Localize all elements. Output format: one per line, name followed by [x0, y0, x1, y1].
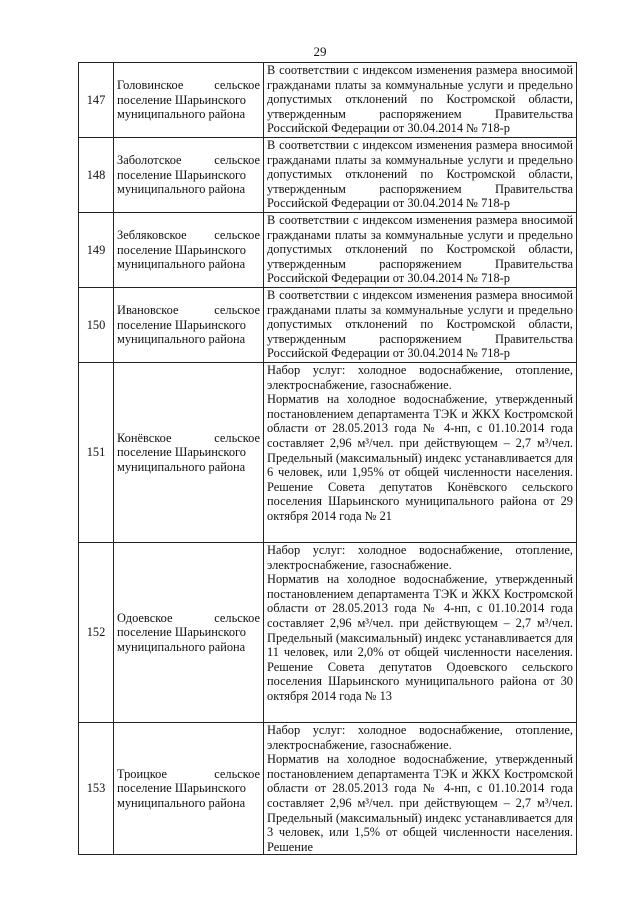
settlement-name-rest: поселение Шарьинского муниципального района: [117, 317, 246, 347]
settlement-name-part: сельское: [214, 610, 260, 625]
description-text: В соответствии с индексом изменения размера вносимой гражданами платы за коммунальные услуги и предельно допустимых отклонений по Костромской области, утвержденным распоряжением Правительства Российской Федерации от 30.04.2014 № 718-р: [267, 288, 573, 361]
description-cell: [264, 213, 577, 288]
settlement-name: [114, 138, 264, 213]
description-text: В соответствии с индексом изменения размера вносимой гражданами платы за коммунальные услуги и предельно допустимых отклонений по Костромской области, утвержденным распоряжением Правительства Российской Федерации от 30.04.2014 № 718-р: [267, 63, 573, 136]
page-number: 29: [313, 44, 327, 59]
settlement-name-part: сельское: [214, 153, 260, 168]
settlement-name-rest: поселение Шарьинского муниципального района: [117, 167, 246, 197]
settlement-name-part: сельское: [214, 766, 260, 781]
settlement-name-part: сельское: [214, 78, 260, 93]
settlements-table: [78, 62, 577, 855]
settlement-name: [114, 213, 264, 288]
description-cell: [264, 723, 577, 855]
row-number: 150: [79, 288, 114, 363]
settlement-name-part: сельское: [214, 430, 260, 445]
table-row: [79, 138, 577, 213]
description-text: В соответствии с индексом изменения размера вносимой гражданами платы за коммунальные услуги и предельно допустимых отклонений по Костромской области, утвержденным распоряжением Правительства Российской Федерации от 30.04.2014 № 718-р: [267, 213, 573, 286]
description-cell: [264, 543, 577, 723]
settlement-name: [114, 288, 264, 363]
settlement-name-part: сельское: [214, 228, 260, 243]
row-number: 153: [79, 723, 114, 855]
table-row: [79, 723, 577, 855]
description-text: Набор услуг: холодное водоснабжение, отопление, электроснабжение, газоснабжение. Норматив на холодное водоснабжение, утвержденный постановлением департамента ТЭК и ЖКХ Костромской области от 28.05.2013 года № 4-нп, с 01.10.2014 года составляет 2,96 м³/чел. при действующем – 2,7 м³/чел. Предельный (максимальный) индекс устанавливается для 11 человек, или 2,0% от общей численности населения. Решение Совета депутатов Одоевского сельского поселения Шарьинского муниципального района от 30 октября 2014 года № 13: [267, 543, 573, 703]
settlement-name: [114, 363, 264, 543]
settlement-name-part: Троицкое: [117, 766, 167, 781]
table-row: [79, 363, 577, 543]
settlement-name-part: Конёвское: [117, 430, 172, 445]
description-cell: [264, 363, 577, 543]
table-row: [79, 543, 577, 723]
description-cell: [264, 63, 577, 138]
settlement-name: [114, 543, 264, 723]
settlement-name-part: Заболотское: [117, 153, 182, 168]
settlement-name-rest: поселение Шарьинского муниципального района: [117, 242, 246, 272]
row-number: 152: [79, 543, 114, 723]
settlement-name-part: Одоевское: [117, 610, 173, 625]
table-row: [79, 213, 577, 288]
table-row: [79, 288, 577, 363]
settlement-name-rest: поселение Шарьинского муниципального района: [117, 781, 246, 810]
settlement-name-part: сельское: [214, 303, 260, 318]
row-number: 148: [79, 138, 114, 213]
settlement-name-rest: поселение Шарьинского муниципального района: [117, 625, 246, 654]
settlement-name-part: Головинское: [117, 78, 184, 93]
description-cell: [264, 138, 577, 213]
description-cell: [264, 288, 577, 363]
settlement-name-rest: поселение Шарьинского муниципального района: [117, 92, 246, 122]
settlement-name-part: Ивановское: [117, 303, 179, 318]
description-text: Набор услуг: холодное водоснабжение, отопление, электроснабжение, газоснабжение. Норматив на холодное водоснабжение, утвержденный постановлением департамента ТЭК и ЖКХ Костромской области от 28.05.2013 года № 4-нп, с 01.10.2014 года составляет 2,96 м³/чел. при действующем – 2,7 м³/чел. Предельный (максимальный) индекс устанавливается для 6 человек, или 1,95% от общей численности населения. Решение Совета депутатов Конёвского сельского поселения Шарьинского муниципального района от 29 октября 2014 года № 21: [267, 363, 573, 523]
settlement-name-rest: поселение Шарьинского муниципального района: [117, 445, 246, 474]
settlement-name-part: Зебляковское: [117, 228, 187, 243]
settlement-name: [114, 723, 264, 855]
description-text: В соответствии с индексом изменения размера вносимой гражданами платы за коммунальные услуги и предельно допустимых отклонений по Костромской области, утвержденным распоряжением Правительства Российской Федерации от 30.04.2014 № 718-р: [267, 138, 573, 211]
row-number: 151: [79, 363, 114, 543]
row-number: 147: [79, 63, 114, 138]
description-text: Набор услуг: холодное водоснабжение, отопление, электроснабжение, газоснабжение. Норматив на холодное водоснабжение, утвержденный постановлением департамента ТЭК и ЖКХ Костромской области от 28.05.2013 года № 4-нп, с 01.10.2014 года составляет 2,96 м³/чел. при действующем – 2,7 м³/чел. Предельный (максимальный) индекс устанавливается для 3 человек, или 1,5% от общей численности населения. Решение: [267, 723, 573, 854]
table-row: [79, 63, 577, 138]
settlement-name: [114, 63, 264, 138]
row-number: 149: [79, 213, 114, 288]
